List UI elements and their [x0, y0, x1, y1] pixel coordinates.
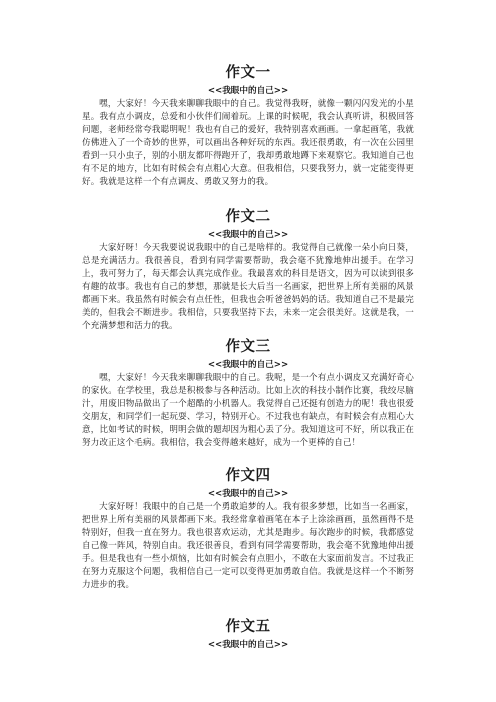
essay-body: 嘿，大家好！今天我来聊聊我眼中的自己。我呢，是一个有点小调皮又充满好奇心的家伙。在学校里，我总是积极参与各种活动。比如上次的科技小制作比赛，我绞尽脑汁，用废旧物品做出了一个超酷的小机器人。我觉得自己还挺有创造力的呢！我也很爱交朋友，和同学们一起玩耍、学习，特别开心。不过我也有缺点，有时候会有点粗心大意，比如考试的时候，明明会做的题却因为粗心丢了分。我知道这可不好，所以我正在努力改正这个毛病。我相信，我会变得越来越好，成为一个更棒的自己！: [82, 373, 414, 449]
essay-title: 作文三: [225, 339, 271, 355]
essay-4: [82, 467, 414, 592]
essay-title: 作文五: [225, 619, 271, 635]
essay-title: 作文一: [225, 65, 271, 81]
essay-title: 作文二: [225, 209, 271, 225]
essay-1: [82, 64, 414, 189]
essay-body: 大家好呀！我眼中的自己是一个勇敢追梦的人。我有很多梦想，比如当一名画家，把世界上所有美丽的风景都画下来。我经常拿着画笔在本子上涂涂画画，虽然画得不是特别好，但我一直在努力。我也很喜欢运动，尤其是跑步。每次跑步的时候，我都感觉自己像一阵风，特别自由。我还很善良，看到有同学需要帮助，我会毫不犹豫地伸出援手。但是我也有一些小烦恼，比如有时候会有点胆小，不敢在大家面前发言。不过我正在努力克服这个问题，我相信自己一定可以变得更加勇敢自信。我就是这样一个不断努力进步的我。: [82, 502, 414, 591]
essay-3: [82, 338, 414, 450]
essay-subtitle: <<我眼中的自己>>: [207, 360, 289, 370]
essay-subtitle: <<我眼中的自己>>: [207, 640, 289, 650]
essay-2: [82, 208, 414, 333]
essay-subtitle: <<我眼中的自己>>: [207, 230, 289, 240]
essay-body: 嘿，大家好！今天我来聊聊我眼中的自己。我觉得我呀，就像一颗闪闪发光的小星星。我有点小调皮，总爱和小伙伴们闹着玩。上课的时候呢，我会认真听讲，积极回答问题，老师经常夸我聪明呢！我也有自己的爱好，我特别喜欢画画。一拿起画笔，我就仿佛进入了一个奇妙的世界，可以画出各种好玩的东西。我还很勇敢，有一次在公园里看到一只小虫子，别的小朋友都吓得跑开了，我却勇敢地蹲下来观察它。我知道自己也有不足的地方，比如有时候会有点粗心大意。但我相信，只要我努力，就一定能变得更好。我就是这样一个有点调皮、勇敢又努力的我。: [82, 99, 414, 188]
essay-subtitle: <<我眼中的自己>>: [207, 86, 289, 96]
essay-title: 作文四: [225, 468, 271, 484]
essay-body: 大家好呀！今天我要说说我眼中的自己是啥样的。我觉得自己就像一朵小向日葵，总是充满活力。我很善良，看到有同学需要帮助，我会毫不犹豫地伸出援手。在学习上，我可努力了，每天都会认真完成作业。我最喜欢的科目是语文，因为可以读到很多有趣的故事。我也有自己的梦想，那就是长大后当一名画家，把世界上所有美丽的风景都画下来。我虽然有时候会有点任性，但我也会听爸爸妈妈的话。我知道自己不是最完美的，但我会不断进步。我相信，只要我坚持下去，未来一定会很美好。这就是我，一个充满梦想和活力的我。: [82, 243, 414, 332]
essay-5: [82, 618, 414, 652]
essay-subtitle: <<我眼中的自己>>: [207, 489, 289, 499]
